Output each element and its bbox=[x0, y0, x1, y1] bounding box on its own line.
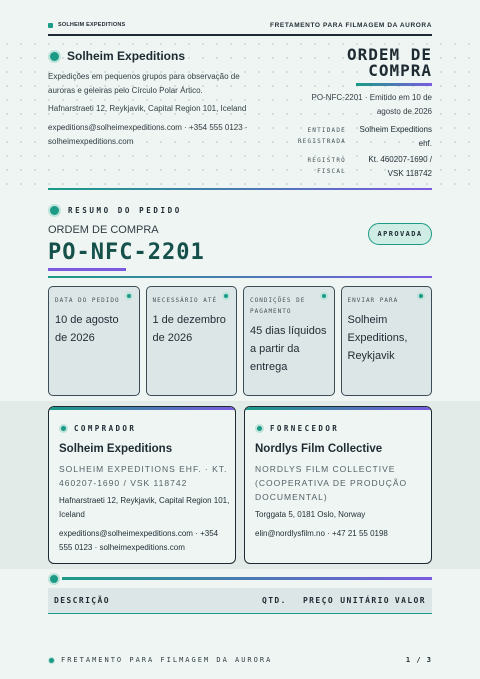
buyer-card bbox=[48, 406, 236, 564]
card-dot-icon bbox=[320, 292, 328, 300]
registered-entity-value: Solheim Expeditions ehf. bbox=[359, 125, 432, 148]
company-address: Hafnarstraeti 12, Reykjavik, Capital Region 101, Iceland bbox=[48, 104, 247, 113]
buyer-contact: expeditions@solheimexpeditions.com · +354 555 0123 · solheimexpeditions.com bbox=[59, 529, 219, 552]
company-description: Expedições em pequenos grupos para observação de auroras e geleiras pelo Círculo Polar Ártico. bbox=[48, 72, 240, 95]
document-title-line1: ORDEM DE bbox=[346, 45, 432, 64]
summary-divider bbox=[48, 276, 432, 278]
card-label: NECESSÁRIO ATÉ bbox=[152, 297, 218, 304]
document-header bbox=[0, 37, 480, 187]
card-required-by bbox=[146, 286, 238, 396]
footer-left bbox=[48, 656, 272, 664]
card-label: ENVIAR PARA bbox=[347, 297, 399, 304]
supplier-label bbox=[255, 424, 339, 433]
card-ship-to bbox=[341, 286, 433, 396]
footer-dot-icon bbox=[48, 657, 55, 664]
page-number: 1 / 3 bbox=[405, 656, 432, 664]
card-value: 10 de agosto de 2026 bbox=[55, 314, 119, 344]
tax-registration bbox=[302, 153, 432, 181]
po-underline bbox=[48, 268, 126, 271]
col-value: VALOR bbox=[394, 596, 426, 605]
items-rule-dot-icon bbox=[48, 573, 60, 585]
card-label: DATA DO PEDIDO bbox=[55, 297, 120, 304]
buyer-name: Solheim Expeditions bbox=[59, 443, 173, 455]
brand-mini-name: SOLHEIM EXPEDITIONS bbox=[58, 22, 126, 28]
company-contact: expeditions@solheimexpeditions.com · +354 555 0123 · solheimexpeditions.com bbox=[48, 123, 248, 146]
summary-dot-icon bbox=[48, 204, 61, 217]
document-meta: PO-NFC-2201 · Emitido em 10 de agosto de 2026 bbox=[311, 93, 432, 116]
col-description: DESCRIÇÃO bbox=[54, 596, 110, 605]
supplier-contact: elin@nordlysfilm.no · +47 21 55 0198 bbox=[255, 529, 388, 538]
card-value: Solheim Expeditions, Reykjavik bbox=[347, 314, 408, 362]
brand-mark-icon bbox=[48, 23, 53, 28]
buyer-dot-icon bbox=[59, 424, 68, 433]
supplier-label-text: FORNECEDOR bbox=[270, 424, 340, 433]
company-name: Solheim Expeditions bbox=[67, 49, 186, 63]
supplier-name: Nordlys Film Collective bbox=[255, 443, 383, 455]
document-title bbox=[347, 47, 432, 79]
title-accent-bar bbox=[356, 83, 432, 86]
card-dot-icon bbox=[125, 292, 133, 300]
items-divider bbox=[62, 577, 432, 580]
col-unit-price: PREÇO UNITÁRIO bbox=[302, 596, 390, 605]
card-label: CONDIÇÕES DE PAGAMENTO bbox=[250, 297, 306, 315]
footer-text: FRETAMENTO PARA FILMAGEM DA AURORA bbox=[61, 656, 273, 664]
buyer-label bbox=[59, 424, 136, 433]
top-tagline: FRETAMENTO PARA FILMAGEM DA AURORA bbox=[270, 21, 432, 29]
items-table-header bbox=[48, 588, 432, 614]
summary-cards bbox=[48, 286, 432, 396]
buyer-legal: SOLHEIM EXPEDITIONS EHF. · KT. 460207-1690 / VSK 118742 bbox=[59, 464, 228, 488]
supplier-dot-icon bbox=[255, 424, 264, 433]
company-name-row bbox=[48, 49, 185, 63]
company-dot-icon bbox=[48, 50, 61, 63]
tax-registration-value: Kt. 460207-1690 / VSK 118742 bbox=[368, 155, 432, 178]
supplier-address: Torggata 5, 0181 Oslo, Norway bbox=[255, 510, 366, 519]
card-value: 45 dias líquidos a partir da entrega bbox=[250, 325, 327, 373]
card-payment-terms bbox=[243, 286, 335, 396]
tax-registration-label: REGISTRO FISCAL bbox=[307, 157, 346, 175]
col-qty: QTD. bbox=[262, 596, 287, 605]
registered-entity bbox=[290, 123, 432, 151]
buyer-address: Hafnarstraeti 12, Reykjavik, Capital Region 101, Iceland bbox=[59, 496, 230, 519]
summary-section-label bbox=[48, 204, 182, 217]
po-number: PO-NFC-2201 bbox=[48, 240, 205, 265]
supplier-legal: NORDLYS FILM COLLECTIVE (COOPERATIVA DE PRODUÇÃO DOCUMENTAL) bbox=[255, 464, 408, 502]
card-value: 1 de dezembro de 2026 bbox=[152, 314, 226, 344]
card-dot-icon bbox=[417, 292, 425, 300]
brand-mini bbox=[48, 22, 125, 28]
card-dot-icon bbox=[222, 292, 230, 300]
header-divider bbox=[48, 188, 432, 190]
summary-section-text: RESUMO DO PEDIDO bbox=[68, 206, 182, 215]
summary-subtitle: ORDEM DE COMPRA bbox=[48, 224, 159, 236]
card-order-date bbox=[48, 286, 140, 396]
supplier-card bbox=[244, 406, 432, 564]
registered-entity-label: ENTIDADE REGISTRADA bbox=[297, 127, 346, 145]
status-badge: APROVADA bbox=[368, 223, 432, 245]
buyer-label-text: COMPRADOR bbox=[74, 424, 137, 433]
top-bar bbox=[48, 14, 432, 36]
top-divider bbox=[48, 34, 432, 36]
document-title-line2: COMPRA bbox=[368, 61, 432, 80]
page-footer bbox=[48, 652, 432, 668]
